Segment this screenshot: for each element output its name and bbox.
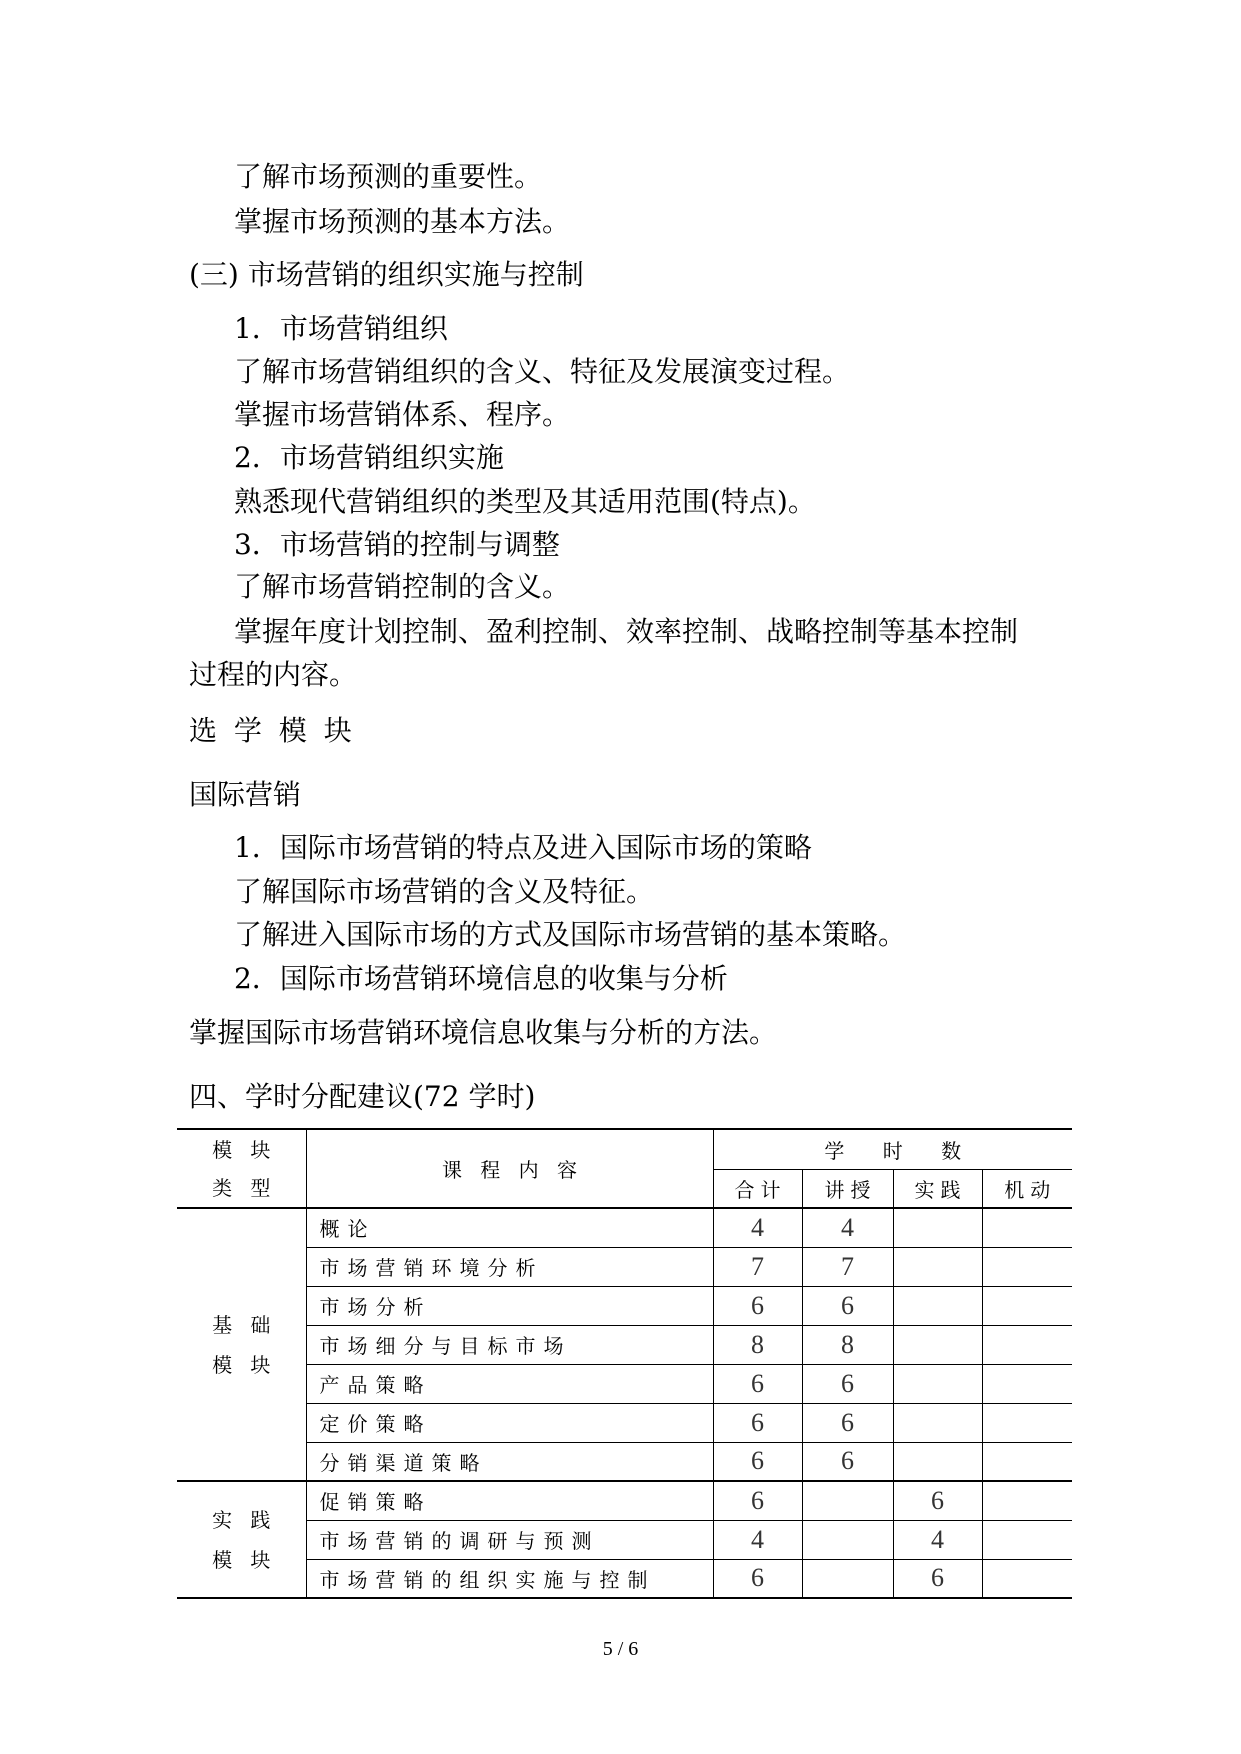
course-name-cell: 市场营销的组织实施与控制	[306, 1559, 713, 1598]
point-text-continuation: 过程的内容。	[189, 658, 358, 691]
lecture-hours-cell: 6	[802, 1442, 893, 1481]
header-module-type	[177, 1129, 306, 1208]
flexible-hours-cell	[982, 1559, 1072, 1598]
course-name-cell: 市场分析	[306, 1286, 713, 1325]
table-heading: 四、学时分配建议(72 学时)	[189, 1080, 536, 1113]
total-hours-cell: 6	[713, 1559, 802, 1598]
subsection-title: 3．市场营销的控制与调整	[234, 528, 560, 561]
course-name-cell: 概论	[306, 1208, 713, 1247]
group-cell-practice	[177, 1481, 306, 1598]
header-lecture	[802, 1169, 893, 1208]
practice-hours-cell	[893, 1364, 982, 1403]
subsection-title: 2．国际市场营销环境信息的收集与分析	[234, 962, 728, 995]
table-row	[177, 1364, 1072, 1403]
table-row	[177, 1325, 1072, 1364]
flexible-hours-cell	[982, 1208, 1072, 1247]
page-number: 5 / 6	[602, 1638, 639, 1660]
header-total-label: 合计	[734, 1177, 787, 1202]
table-row	[177, 1442, 1072, 1481]
flexible-hours-cell	[982, 1325, 1072, 1364]
flexible-hours-cell	[982, 1481, 1072, 1520]
course-name-cell: 产品策略	[306, 1364, 713, 1403]
subsection-title: 1．国际市场营销的特点及进入国际市场的策略	[234, 831, 812, 864]
total-hours-cell: 6	[713, 1481, 802, 1520]
point-text: 了解进入国际市场的方式及国际市场营销的基本策略。	[234, 918, 907, 951]
header-hours-label: 学 时 数	[824, 1138, 978, 1163]
course-name-cell: 促销策略	[306, 1481, 713, 1520]
point-text: 掌握市场营销体系、程序。	[234, 398, 571, 431]
total-hours-cell: 4	[713, 1208, 802, 1247]
header-module-type-line: 模 块	[212, 1137, 277, 1162]
elective-heading: 选 学 模 块	[189, 714, 356, 747]
point-text: 了解国际市场营销的含义及特征。	[234, 875, 655, 908]
course-name-cell: 市场营销环境分析	[306, 1247, 713, 1286]
header-flexible-label: 机动	[1004, 1177, 1057, 1202]
total-hours-cell: 6	[713, 1286, 802, 1325]
flexible-hours-cell	[982, 1286, 1072, 1325]
table-row	[177, 1208, 1072, 1247]
table-row	[177, 1403, 1072, 1442]
header-course-content	[306, 1129, 713, 1208]
header-module-type-line: 类 型	[212, 1175, 277, 1200]
total-hours-cell: 6	[713, 1403, 802, 1442]
lecture-hours-cell	[802, 1559, 893, 1598]
total-hours-cell: 7	[713, 1247, 802, 1286]
flexible-hours-cell	[982, 1364, 1072, 1403]
forecast-point: 了解市场预测的重要性。	[234, 160, 543, 193]
practice-hours-cell	[893, 1247, 982, 1286]
course-name-cell: 分销渠道策略	[306, 1442, 713, 1481]
lecture-hours-cell	[802, 1481, 893, 1520]
lecture-hours-cell: 8	[802, 1325, 893, 1364]
lecture-hours-cell: 7	[802, 1247, 893, 1286]
point-text: 熟悉现代营销组织的类型及其适用范围(特点)。	[234, 485, 816, 518]
group-name-line: 实 践	[212, 1507, 277, 1532]
forecast-point: 掌握市场预测的基本方法。	[234, 205, 571, 238]
practice-hours-cell	[893, 1403, 982, 1442]
lecture-hours-cell	[802, 1520, 893, 1559]
lecture-hours-cell: 4	[802, 1208, 893, 1247]
practice-hours-cell: 6	[893, 1559, 982, 1598]
practice-hours-cell: 4	[893, 1520, 982, 1559]
table-row	[177, 1247, 1072, 1286]
lecture-hours-cell: 6	[802, 1364, 893, 1403]
point-text: 掌握年度计划控制、盈利控制、效率控制、战略控制等基本控制	[234, 615, 1019, 648]
point-text: 掌握国际市场营销环境信息收集与分析的方法。	[189, 1016, 778, 1049]
header-flexible	[982, 1169, 1072, 1208]
point-text: 了解市场营销组织的含义、特征及发展演变过程。	[234, 355, 851, 388]
header-course-content-label: 课 程 内 容	[441, 1158, 584, 1182]
group-name-line: 基 础	[212, 1312, 277, 1337]
header-lecture-label: 讲授	[824, 1177, 877, 1202]
flexible-hours-cell	[982, 1403, 1072, 1442]
group-name-line: 模 块	[212, 1352, 277, 1377]
total-hours-cell: 6	[713, 1364, 802, 1403]
header-total	[713, 1169, 802, 1208]
table-row	[177, 1286, 1072, 1325]
table-header-row	[177, 1129, 1072, 1169]
table-row	[177, 1559, 1072, 1598]
practice-hours-cell	[893, 1208, 982, 1247]
header-practice	[893, 1169, 982, 1208]
flexible-hours-cell	[982, 1247, 1072, 1286]
hours-table	[177, 1128, 1072, 1599]
table-row	[177, 1481, 1072, 1520]
flexible-hours-cell	[982, 1442, 1072, 1481]
group-cell-basic	[177, 1208, 306, 1481]
subsection-title: 2．市场营销组织实施	[234, 441, 504, 474]
practice-hours-cell: 6	[893, 1481, 982, 1520]
course-name-cell: 市场营销的调研与预测	[306, 1520, 713, 1559]
total-hours-cell: 6	[713, 1442, 802, 1481]
hours-table-container	[177, 1128, 1072, 1599]
flexible-hours-cell	[982, 1520, 1072, 1559]
course-name-cell: 市场细分与目标市场	[306, 1325, 713, 1364]
practice-hours-cell	[893, 1325, 982, 1364]
practice-hours-cell	[893, 1286, 982, 1325]
total-hours-cell: 4	[713, 1520, 802, 1559]
header-practice-label: 实践	[914, 1177, 967, 1202]
header-hours	[713, 1129, 1072, 1169]
module-title: 国际营销	[189, 778, 302, 811]
point-text: 了解市场营销控制的含义。	[234, 570, 571, 603]
lecture-hours-cell: 6	[802, 1403, 893, 1442]
lecture-hours-cell: 6	[802, 1286, 893, 1325]
section-heading: (三) 市场营销的组织实施与控制	[189, 258, 584, 291]
group-name-line: 模 块	[212, 1547, 277, 1572]
subsection-title: 1．市场营销组织	[234, 312, 448, 345]
practice-hours-cell	[893, 1442, 982, 1481]
total-hours-cell: 8	[713, 1325, 802, 1364]
course-name-cell: 定价策略	[306, 1403, 713, 1442]
table-row	[177, 1520, 1072, 1559]
